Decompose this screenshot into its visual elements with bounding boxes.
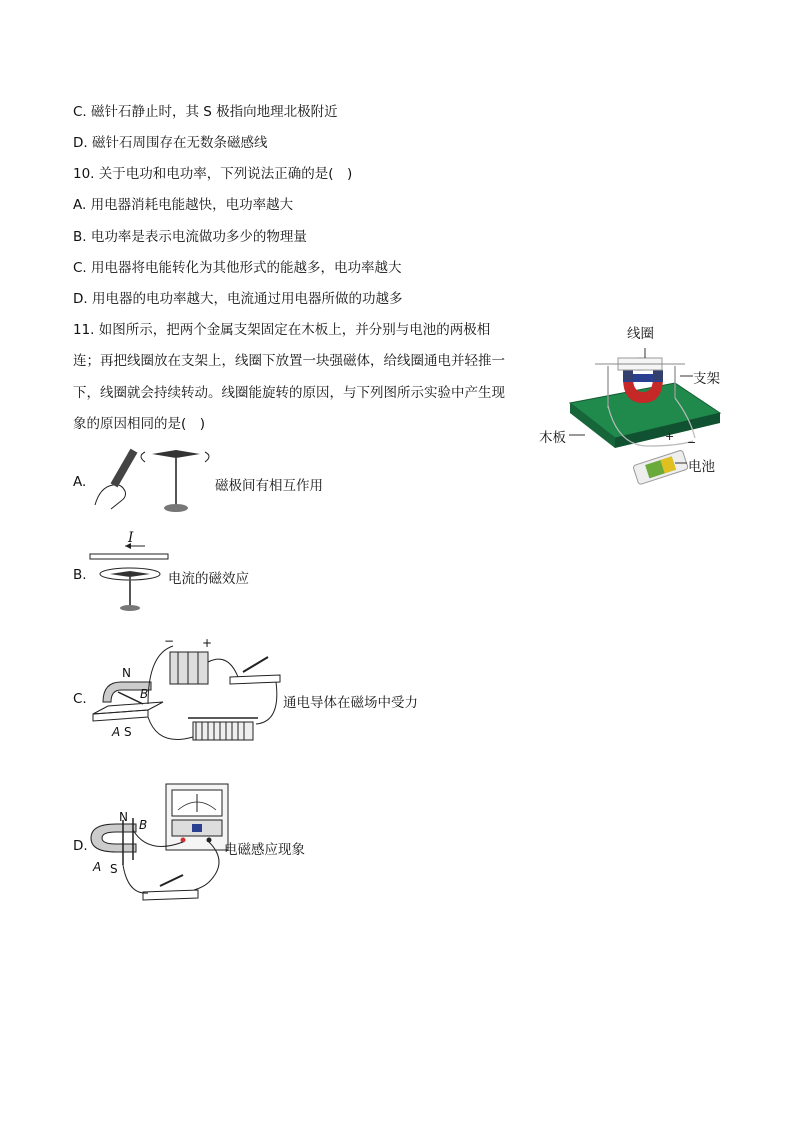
- q11-stem-line-3: 下，线圈就会持续转动。线圈能旋转的原因，与下列图所示实验中产生现: [73, 385, 505, 401]
- motor-figure: [535, 318, 735, 488]
- q10-option-b: B. 电功率是表示电流做功多少的物理量: [73, 229, 307, 245]
- q10-option-d: D. 用电器的电功率越大，电流通过用电器所做的功越多: [73, 291, 403, 307]
- battery-plus-label: +: [665, 430, 675, 443]
- q11-option-c-letter: C.: [73, 691, 87, 707]
- option-d-a-label: A: [93, 860, 102, 874]
- q9-option-d: D. 磁针石周围存在无数条磁感线: [73, 135, 268, 151]
- option-c-minus-label: −: [164, 634, 175, 648]
- option-c-plus-label: +: [202, 636, 213, 650]
- battery-minus-label: −: [687, 436, 697, 449]
- q11-stem-line-2: 连；再把线圈放在支架上，线圈下放置一块强磁体，给线圈通电并轻推一: [73, 353, 505, 369]
- q11-option-a-letter: A.: [73, 474, 87, 490]
- q10-option-a: A. 用电器消耗电能越快，电功率越大: [73, 197, 294, 213]
- option-c-n-label: N: [122, 666, 131, 680]
- option-b-drawing: [90, 530, 180, 615]
- option-a-caption: 磁极间有相互作用: [215, 478, 323, 494]
- option-a-drawing: [90, 440, 220, 520]
- current-label: I: [128, 530, 134, 546]
- option-b-figure: [90, 530, 180, 615]
- q10-stem: 10. 关于电功和电功率，下列说法正确的是( ): [73, 166, 353, 182]
- bracket-label: 支架: [693, 371, 720, 387]
- board-label: 木板: [539, 430, 566, 446]
- q11-stem-line-1: 11. 如图所示，把两个金属支架固定在木板上，并分别与电池的两极相: [73, 322, 491, 338]
- option-c-figure: [88, 632, 283, 762]
- q9-option-c: C. 磁针石静止时，其 S 极指向地理北极附近: [73, 104, 338, 120]
- q10-option-c: C. 用电器将电能转化为其他形式的能越多，电功率越大: [73, 260, 402, 276]
- option-a-figure: [90, 440, 220, 520]
- q11-option-b-letter: B.: [73, 567, 87, 583]
- q11-option-d-letter: D.: [73, 838, 88, 854]
- option-d-caption: 电磁感应现象: [224, 842, 305, 858]
- option-c-caption: 通电导体在磁场中受力: [283, 695, 418, 711]
- q11-stem-line-4: 象的原因相同的是( ): [73, 416, 206, 432]
- option-c-s-label: S: [124, 725, 132, 739]
- option-d-n-label: N: [119, 810, 128, 824]
- option-b-caption: 电流的磁效应: [168, 571, 249, 587]
- battery-label: 电池: [688, 459, 715, 475]
- option-d-s-label: S: [110, 862, 118, 876]
- option-c-a-label: A: [112, 725, 121, 739]
- option-c-b-label: B: [140, 687, 149, 701]
- coil-label: 线圈: [627, 326, 654, 342]
- option-c-drawing: [88, 632, 283, 762]
- option-d-b-label: B: [139, 818, 148, 832]
